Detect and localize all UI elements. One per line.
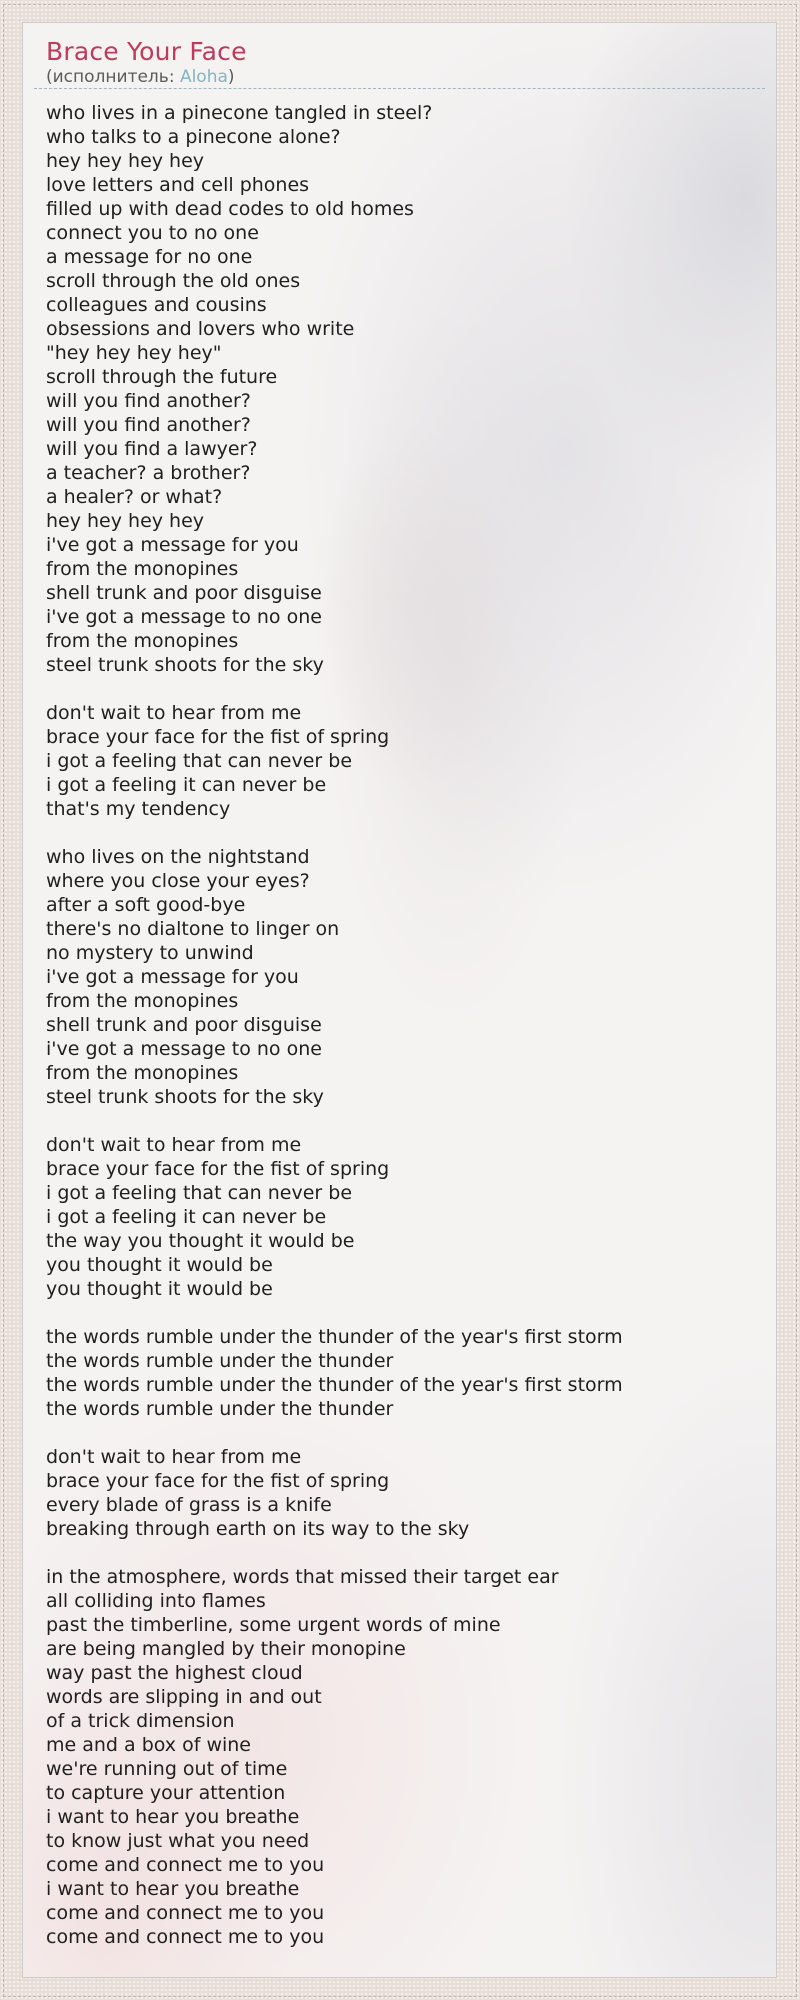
lyric-line: who lives in a pinecone tangled in steel? [46, 102, 433, 124]
lyric-line: i want to hear you breathe [46, 1878, 300, 1900]
lyric-line: i've got a message for you [46, 966, 299, 988]
lyric-line: who talks to a pinecone alone? [46, 126, 341, 148]
lyric-line: all colliding into flames [46, 1590, 266, 1612]
stanza [46, 101, 753, 677]
lyrics-header [34, 36, 765, 89]
lyric-line: don't wait to hear from me [46, 1134, 302, 1156]
lyric-line: to capture your attention [46, 1782, 286, 1804]
subtitle-suffix: ) [227, 67, 235, 87]
lyric-line: the way you thought it would be [46, 1230, 355, 1252]
lyric-line: who lives on the nightstand [46, 846, 310, 868]
lyric-line: i got a feeling it can never be [46, 1206, 327, 1228]
stanza [46, 1565, 753, 1949]
lyric-line: brace your face for the fist of spring [46, 1158, 390, 1180]
lyric-line: connect you to no one [46, 222, 259, 244]
lyric-line: i got a feeling that can never be [46, 750, 353, 772]
lyric-line: from the monopines [46, 990, 239, 1012]
lyric-line: from the monopines [46, 558, 239, 580]
lyric-line: the words rumble under the thunder [46, 1350, 394, 1372]
lyric-line: i've got a message to no one [46, 606, 322, 628]
lyric-line: from the monopines [46, 630, 239, 652]
lyric-line: steel trunk shoots for the sky [46, 654, 324, 676]
lyric-line: steel trunk shoots for the sky [46, 1086, 324, 1108]
lyric-line: a healer? or what? [46, 486, 223, 508]
lyrics-card [22, 22, 777, 1978]
lyric-line: we're running out of time [46, 1758, 288, 1780]
lyric-line: hey hey hey hey [46, 150, 205, 172]
lyric-line: the words rumble under the thunder of the year's first storm [46, 1374, 623, 1396]
lyric-line: hey hey hey hey [46, 510, 205, 532]
lyric-line: obsessions and lovers who write [46, 318, 355, 340]
lyric-line: in the atmosphere, words that missed their target ear [46, 1566, 559, 1588]
lyric-line: brace your face for the fist of spring [46, 726, 390, 748]
stanza [46, 1445, 753, 1541]
lyric-line: i want to hear you breathe [46, 1806, 300, 1828]
artist-link[interactable]: Aloha [179, 67, 228, 87]
stanza [46, 701, 753, 821]
lyric-line: filled up with dead codes to old homes [46, 198, 414, 220]
stanza [46, 1325, 753, 1421]
lyric-line: where you close your eyes? [46, 870, 310, 892]
lyric-line: come and connect me to you [46, 1854, 325, 1876]
lyric-line: scroll through the old ones [46, 270, 301, 292]
lyric-line: will you find a lawyer? [46, 438, 258, 460]
card-content [23, 23, 776, 1949]
lyric-line: a message for no one [46, 246, 253, 268]
lyric-line: shell trunk and poor disguise [46, 582, 322, 604]
lyrics-text [34, 89, 765, 1949]
lyric-line: scroll through the future [46, 366, 278, 388]
lyric-line: words are slipping in and out [46, 1686, 322, 1708]
lyric-line: "hey hey hey hey" [46, 342, 222, 364]
lyric-line: don't wait to hear from me [46, 1446, 302, 1468]
lyric-line: me and a box of wine [46, 1734, 251, 1756]
lyric-line: there's no dialtone to linger on [46, 918, 340, 940]
lyric-line: shell trunk and poor disguise [46, 1014, 322, 1036]
lyric-line: come and connect me to you [46, 1902, 325, 1924]
artist-subtitle [46, 67, 753, 88]
page-title: Brace Your Face [46, 37, 247, 66]
lyric-line: will you find another? [46, 414, 251, 436]
lyric-line: i've got a message for you [46, 534, 299, 556]
lyric-line: past the timberline, some urgent words of mine [46, 1614, 501, 1636]
lyric-line: of a trick dimension [46, 1710, 235, 1732]
lyric-line: i've got a message to no one [46, 1038, 322, 1060]
lyric-line: the words rumble under the thunder [46, 1398, 394, 1420]
lyric-line: brace your face for the fist of spring [46, 1470, 390, 1492]
lyric-line: don't wait to hear from me [46, 702, 302, 724]
lyric-line: way past the highest cloud [46, 1662, 303, 1684]
lyric-line: from the monopines [46, 1062, 239, 1084]
lyric-line: to know just what you need [46, 1830, 310, 1852]
lyric-line: no mystery to unwind [46, 942, 254, 964]
lyric-line: love letters and cell phones [46, 174, 310, 196]
stanza [46, 845, 753, 1109]
lyric-line: you thought it would be [46, 1278, 273, 1300]
lyric-line: that's my tendency [46, 798, 231, 820]
lyric-line: a teacher? a brother? [46, 462, 251, 484]
lyric-line: breaking through earth on its way to the sky [46, 1518, 470, 1540]
stanza [46, 1133, 753, 1301]
lyric-line: colleagues and cousins [46, 294, 267, 316]
lyric-line: every blade of grass is a knife [46, 1494, 332, 1516]
lyric-line: come and connect me to you [46, 1926, 325, 1948]
lyric-line: the words rumble under the thunder of the year's first storm [46, 1326, 623, 1348]
subtitle-prefix: (исполнитель: [46, 67, 180, 87]
lyric-line: you thought it would be [46, 1254, 273, 1276]
lyric-line: after a soft good-bye [46, 894, 246, 916]
lyric-line: will you find another? [46, 390, 251, 412]
lyric-line: i got a feeling that can never be [46, 1182, 353, 1204]
lyric-line: i got a feeling it can never be [46, 774, 327, 796]
lyric-line: are being mangled by their monopine [46, 1638, 406, 1660]
